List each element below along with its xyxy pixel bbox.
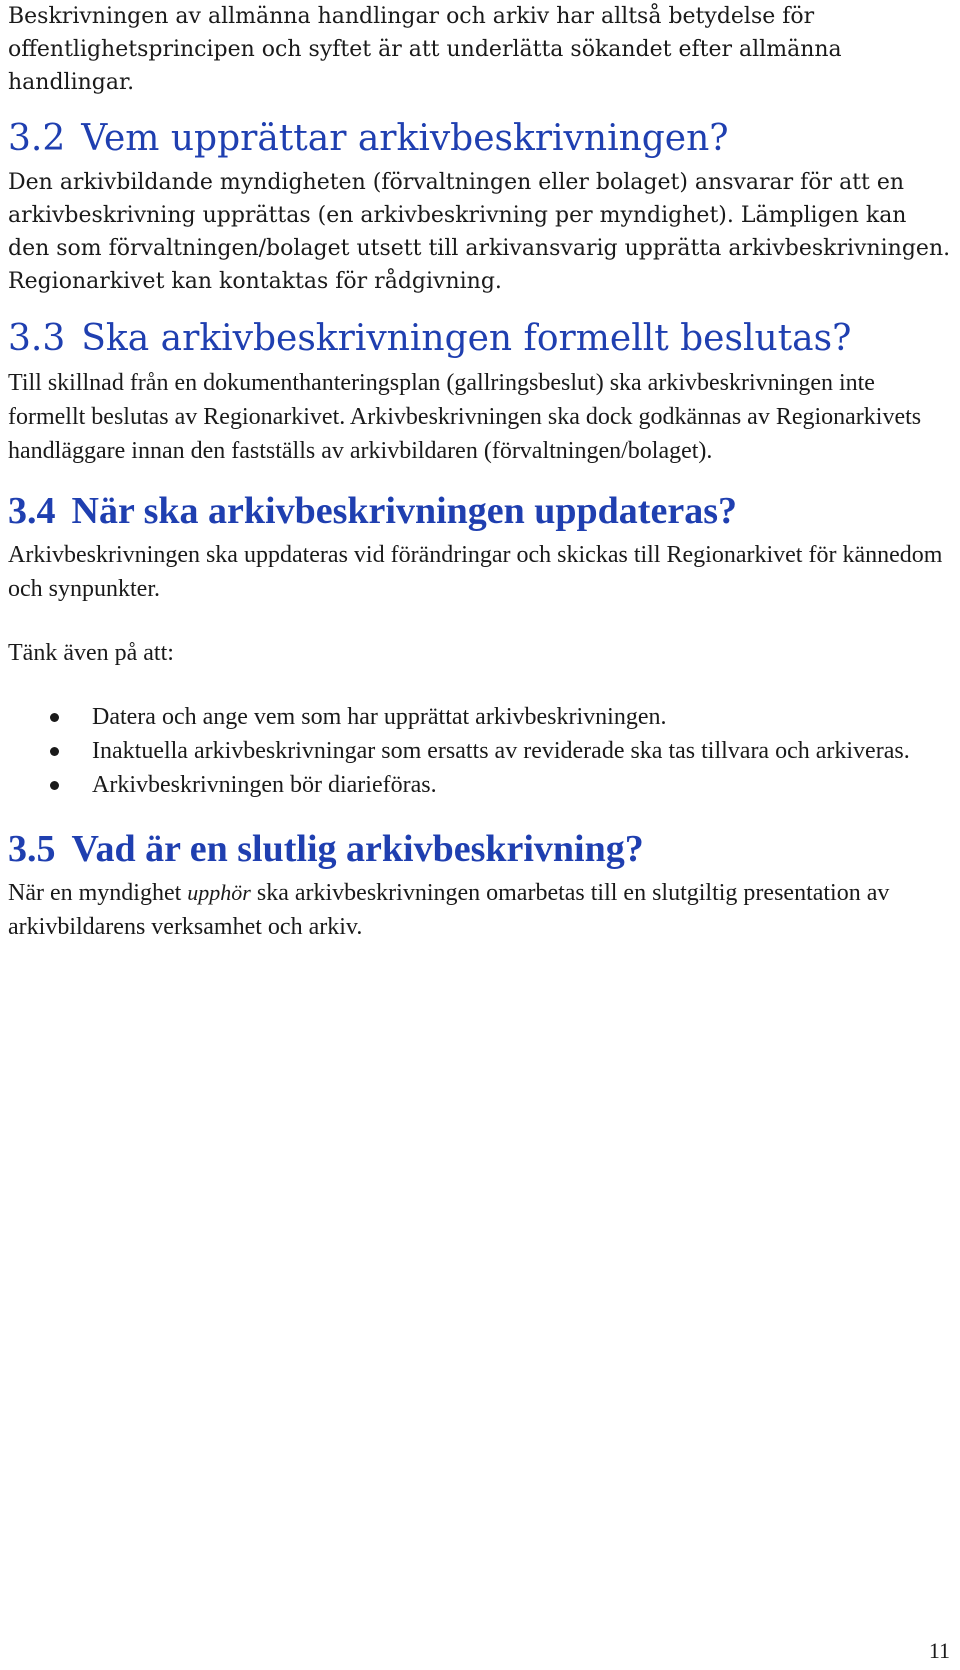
section-title: När ska arkivbeskrivningen uppdateras? bbox=[71, 490, 737, 532]
section-title: Vad är en slutlig arkivbeskrivning? bbox=[71, 828, 644, 870]
note-text: Tänk även på att: bbox=[8, 640, 174, 666]
bullet-icon bbox=[50, 781, 59, 790]
section-title: Ska arkivbeskrivningen formellt beslutas? bbox=[81, 318, 852, 359]
bullet-list bbox=[8, 700, 953, 802]
section-number: 3.5 bbox=[8, 828, 56, 870]
section-number: 3.2 bbox=[8, 118, 66, 159]
emphasized-word: upphör bbox=[187, 880, 251, 905]
body-text-before: När en myndighet bbox=[8, 880, 182, 906]
list-item: Inaktuella arkivbeskrivningar som ersatts av reviderade ska tas tillvara och arkiveras. bbox=[8, 734, 953, 768]
section-body: Den arkivbildande myndigheten (förvaltningen eller bolaget) ansvarar för att en arkivbeskrivning upprättas (en arkivbeskrivning per myndighet). Lämpligen kan den som förvaltningen/bolaget utsett till arkivansvarig upprätta arkivbeskrivningen. Regionarkivet kan kontaktas för rådgivning. bbox=[8, 170, 951, 294]
page-content bbox=[8, 0, 953, 944]
list-item: Arkivbeskrivningen bör diarieföras. bbox=[8, 768, 953, 802]
section-number: 3.4 bbox=[8, 490, 56, 532]
section-heading-3-5 bbox=[8, 826, 953, 872]
section-heading-3-2 bbox=[8, 116, 953, 162]
section-number: 3.3 bbox=[8, 318, 66, 359]
body-text-after: ska arkivbeskrivningen omarbetas till en slutgiltig presentation av arkivbildarens verksamhet och arkiv. bbox=[8, 880, 890, 940]
section-body bbox=[8, 876, 953, 944]
section-body: Arkivbeskrivningen ska uppdateras vid förändringar och skickas till Regionarkivet för kännedom och synpunkter. bbox=[8, 542, 943, 602]
section-title: Vem upprättar arkivbeskrivningen? bbox=[81, 118, 729, 159]
intro-paragraph: Beskrivningen av allmänna handlingar och arkiv har alltså betydelse för offentlighetsprincipen och syftet är att underlätta sökandet efter allmänna handlingar. bbox=[8, 4, 842, 95]
section-body: Till skillnad från en dokumenthanteringsplan (gallringsbeslut) ska arkivbeskrivningen inte formellt beslutas av Regionarkivet. Arkivbeskrivningen ska dock godkännas av Regionarkivets handläggare innan den fastställs av arkivbildaren (förvaltningen/bolaget). bbox=[8, 370, 922, 464]
bullet-icon bbox=[50, 713, 59, 722]
page-number: 11 bbox=[928, 1638, 950, 1663]
bullet-icon bbox=[50, 747, 59, 756]
section-heading-3-3 bbox=[8, 316, 953, 362]
section-heading-3-4 bbox=[8, 488, 953, 534]
list-item: Datera och ange vem som har upprättat arkivbeskrivningen. bbox=[8, 700, 953, 734]
